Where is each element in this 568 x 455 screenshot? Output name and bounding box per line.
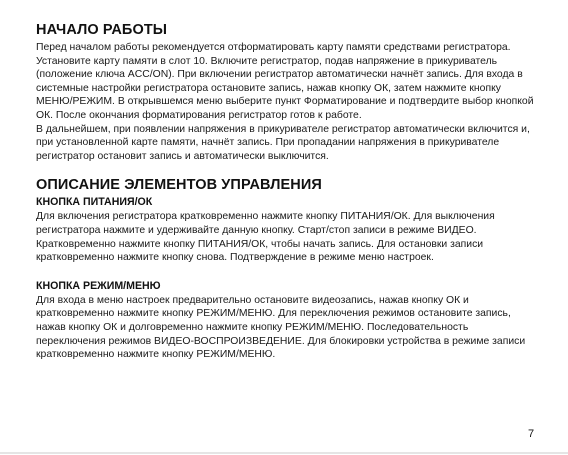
mode-button-heading: КНОПКА РЕЖИМ/МЕНЮ	[36, 279, 161, 292]
page-number: 7	[528, 428, 535, 440]
power-button-heading: КНОПКА ПИТАНИЯ/ОК	[36, 196, 153, 209]
section-title-getting-started: НАЧАЛО РАБОТЫ	[36, 22, 168, 38]
section-title-controls: ОПИСАНИЕ ЭЛЕМЕНТОВ УПРАВЛЕНИЯ	[36, 177, 322, 194]
manual-page	[36, 22, 536, 362]
power-button-description: Для включения регистратора кратковременно нажмите кнопку ПИТАНИЯ/ОК. Для выключения регистратора нажмите и удерживайте данную кнопку. Старт/стоп записи в режиме ВИДЕО. Кратковременно нажмите кнопку ПИТАНИЯ/ОК, чтобы начать запись. Для остановки записи кратковременно нажмите кнопку снова. Подтверждение в режиме меню настроек.	[36, 211, 495, 264]
getting-started-paragraph-2: В дальнейшем, при появлении напряжения в прикуривателе регистратор автоматически включится и, при установленной карте памяти, начнёт запись. При пропадании напряжения в прикуривателе регистратор остановит запись и автоматически выключится.	[36, 123, 530, 162]
footer-divider	[0, 452, 568, 454]
getting-started-paragraph-1: Перед началом работы рекомендуется отформатировать карту памяти средствами регистратора. Установите карту памяти в слот 10. Включите регистратор, подав напряжение в прикуриватель (положение ключа ACC/ON). При включении регистратор автоматически начнёт запись. Для входа в системные настройки регистратора остановите запись, нажав кнопку ОК, затем нажмите кнопку МЕНЮ/РЕЖИМ. В открывшемся меню выберите пункт Форматирование и подтвердите выбор кнопкой ОК. После окончания форматирования регистратор готов к работе.	[36, 42, 534, 121]
mode-button-description: Для входа в меню настроек предварительно остановите видеозапись, нажав кнопку ОК и кратковременно нажмите кнопку РЕЖИМ/МЕНЮ. Для переключения режимов остановите запись, нажав кнопку ОК и долговременно нажмите кнопку РЕЖИМ/МЕНЮ. Последовательность переключения режимов ВИДЕО-ВОСПРОИЗВЕДЕНИЕ. Для блокировки устройства в режиме записи кратковременно нажмите кнопку РЕЖИМ/МЕНЮ.	[36, 294, 526, 361]
